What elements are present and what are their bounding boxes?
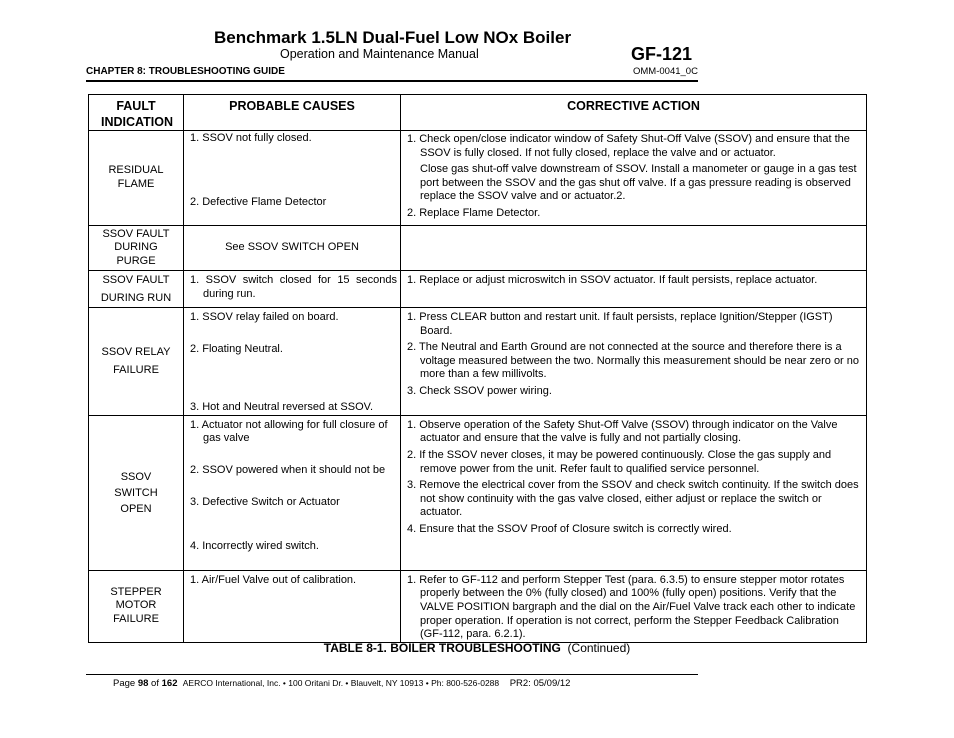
chapter-heading: CHAPTER 8: TROUBLESHOOTING GUIDE bbox=[86, 66, 285, 77]
fault-indication: SSOV RELAY FAILURE bbox=[89, 308, 184, 416]
cause-item: 1. SSOV switch closed for 15 seconds during run. bbox=[190, 274, 397, 300]
cause-item: 1. Air/Fuel Valve out of calibration. bbox=[190, 573, 357, 586]
header-corrective-action: CORRECTIVE ACTION bbox=[401, 95, 867, 131]
header-divider bbox=[86, 80, 698, 82]
action-item: 1. Observe operation of the Safety Shut-Off Valve (SSOV) through indicator on the Valve actuator and ensure that the valve is fully and not partially closing. bbox=[407, 418, 838, 445]
probable-causes bbox=[184, 131, 401, 226]
document-number: OMM-0041_0C bbox=[633, 66, 698, 77]
action-item: 3. Check SSOV power wiring. bbox=[407, 384, 552, 397]
table-row bbox=[89, 271, 867, 308]
action-item: 3. Remove the electrical cover from the SSOV and check switch continuity. If the switch does not show continuity with the gas valve closed, either adjust or replace the switch or actuator. bbox=[407, 479, 859, 519]
table-header-row bbox=[89, 95, 867, 131]
document-code: GF-121 bbox=[631, 44, 693, 64]
troubleshooting-table bbox=[88, 94, 867, 643]
fault-indication: RESIDUAL FLAME bbox=[89, 131, 184, 226]
table-row bbox=[89, 308, 867, 416]
cause-item: 2. Floating Neutral. bbox=[190, 342, 283, 355]
fault-indication: SSOV FAULT DURING PURGE bbox=[89, 226, 184, 271]
action-item: 1. Check open/close indicator window of Safety Shut-Off Valve (SSOV) and ensure that the SSOV is fully closed. If not fully closed, replace the valve and or actuator. bbox=[407, 133, 850, 159]
cause-item: 2. SSOV powered when it should not be bbox=[190, 463, 386, 476]
action-item: 1. Refer to GF-112 and perform Stepper Test (para. 6.3.5) to ensure stepper motor rotates properly between the 0% (fully closed) and 100% (fully open) positions. Verify that the VALVE POSITION bargraph and the dial on the Air/Fuel Valve track each other to indicate proper operation. If operation is not correct, perform the Stepper Feedback Calibration (GF-112, para. 6.2.1). bbox=[407, 573, 856, 641]
fault-indication: SSOV FAULT DURING RUN bbox=[89, 271, 184, 308]
action-item: 1. Press CLEAR button and restart unit. If fault persists, replace Ignition/Stepper (IGST) Board. bbox=[407, 311, 833, 337]
cause-item: 1. Actuator not allowing for full closure of gas valve bbox=[190, 418, 388, 445]
action-item: 2. The Neutral and Earth Ground are not connected at the source and therefore there is a voltage measured between the two. Normally this measurement should be near zero or no more than a few millivolts. bbox=[407, 341, 860, 381]
action-item: 2. Replace Flame Detector. bbox=[407, 206, 541, 219]
cause-item: 1. SSOV relay failed on board. bbox=[190, 311, 339, 323]
page-number: 98 bbox=[137, 678, 149, 689]
corrective-action bbox=[401, 570, 867, 642]
probable-causes bbox=[184, 415, 401, 570]
probable-causes bbox=[184, 226, 401, 271]
cause-item: 4. Incorrectly wired switch. bbox=[190, 540, 319, 553]
action-item: Close gas shut-off valve downstream of SSOV. Install a manometer or gauge in a gas test port between the SSOV and the gas shut off valve. If a gas pressure reading is observed replace the SSOV valve and or actuator.2. bbox=[420, 163, 857, 203]
cause-item: 1. SSOV not fully closed. bbox=[190, 132, 312, 144]
caption-suffix: (Continued) bbox=[567, 641, 631, 655]
probable-causes bbox=[184, 271, 401, 308]
cause-item: See SSOV SWITCH OPEN bbox=[225, 241, 359, 254]
corrective-action bbox=[401, 415, 867, 570]
table-row bbox=[89, 226, 867, 271]
fault-indication: STEPPER MOTOR FAILURE bbox=[89, 570, 184, 642]
revision: PR2: 05/09/12 bbox=[509, 678, 571, 689]
document-title: Benchmark 1.5LN Dual-Fuel Low NOx Boiler bbox=[214, 28, 572, 47]
table-row bbox=[89, 131, 867, 226]
page-of: of bbox=[151, 678, 159, 689]
footer-divider bbox=[86, 674, 698, 675]
company-info: AERCO International, Inc. • 100 Oritani Dr. • Blauvelt, NY 10913 • Ph: 800-526-0288 bbox=[182, 678, 500, 688]
action-item: 4. Ensure that the SSOV Proof of Closure switch is correctly wired. bbox=[407, 522, 732, 535]
table-row bbox=[89, 415, 867, 570]
probable-causes bbox=[184, 308, 401, 416]
cause-item: 3. Hot and Neutral reversed at SSOV. bbox=[190, 401, 374, 414]
corrective-action bbox=[401, 308, 867, 416]
cause-item: 2. Defective Flame Detector bbox=[190, 195, 327, 208]
fault-indication: SSOV SWITCH OPEN bbox=[89, 415, 184, 570]
table-row bbox=[89, 570, 867, 642]
cause-item: 3. Defective Switch or Actuator bbox=[190, 495, 340, 508]
action-item: 1. Replace or adjust microswitch in SSOV actuator. If fault persists, replace actuator. bbox=[407, 274, 818, 286]
page-footer bbox=[113, 678, 570, 689]
corrective-action bbox=[401, 226, 867, 271]
corrective-action bbox=[401, 271, 867, 308]
action-item: 2. If the SSOV never closes, it may be powered continuously. Close the gas supply and remove power from the unit. Refer fault to qualified service personnel. bbox=[407, 448, 832, 475]
header-probable-causes: PROBABLE CAUSES bbox=[184, 95, 401, 131]
caption-label: TABLE 8-1. BOILER TROUBLESHOOTING bbox=[323, 641, 561, 655]
table-caption bbox=[0, 641, 954, 655]
corrective-action bbox=[401, 131, 867, 226]
page-prefix: Page bbox=[113, 678, 136, 689]
page-total: 162 bbox=[161, 678, 178, 689]
header-fault-indication: FAULT INDICATION bbox=[89, 95, 184, 131]
document-subtitle: Operation and Maintenance Manual bbox=[280, 47, 479, 61]
probable-causes bbox=[184, 570, 401, 642]
